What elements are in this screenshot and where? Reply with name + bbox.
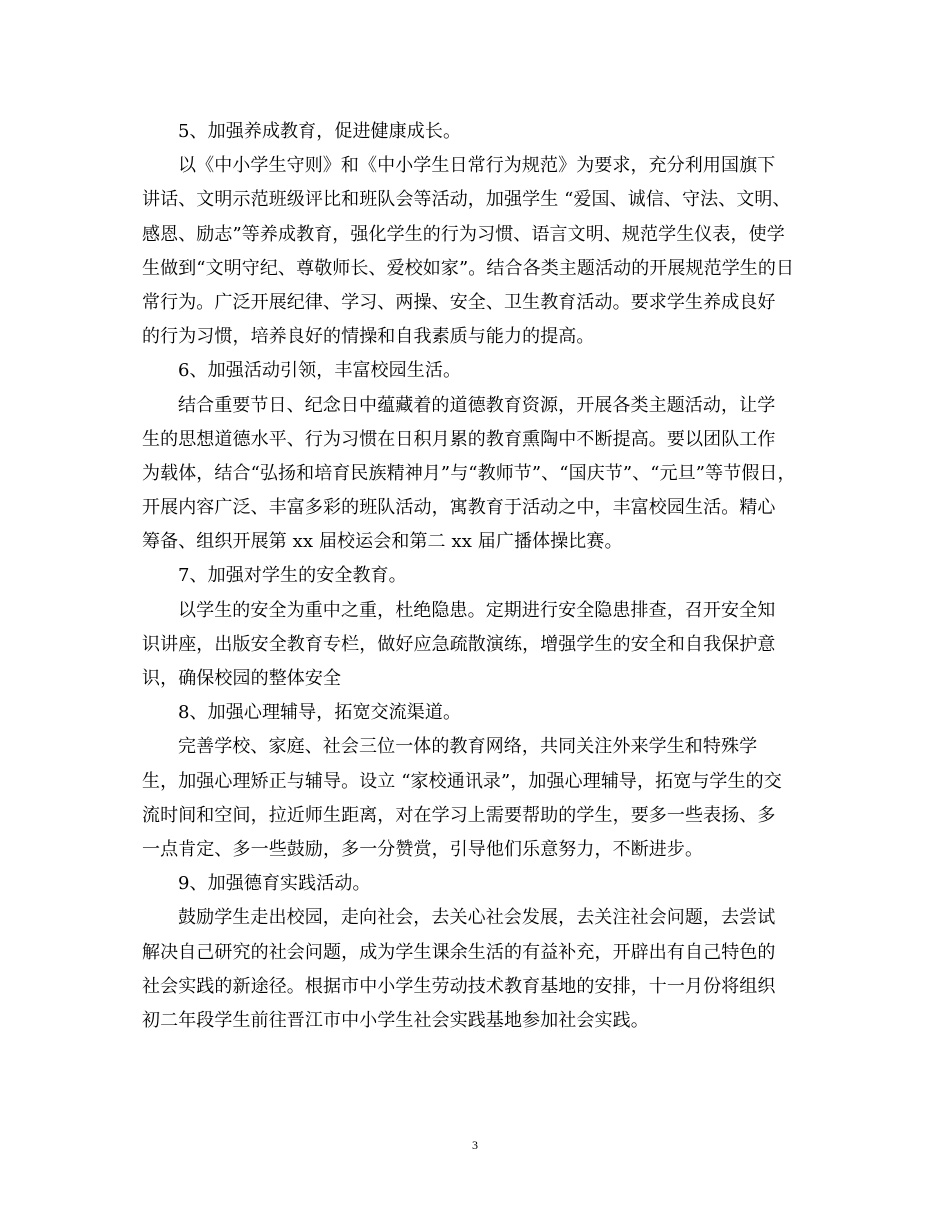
paragraph-line: 完善学校、家庭、社会三位一体的教育网络，共同关注外来学生和特殊学 xyxy=(178,736,758,758)
paragraph-line: 识，确保校园的整体安全 xyxy=(142,668,342,689)
paragraph-line: 筹备、组织开展第 xx 届校运会和第二 xx 届广播体操比赛。 xyxy=(142,531,623,553)
section-heading-5: 5、加强养成教育，促进健康成长。 xyxy=(178,121,462,142)
paragraph-line: 开展内容广泛、丰富多彩的班队活动，寓教育于活动之中，丰富校园生活。精心 xyxy=(142,497,776,519)
paragraph-line: 为载体，结合“弘扬和培育民族精神月”与“教师节”、“国庆节”、“元旦”等节假日， xyxy=(142,462,796,484)
paragraph-line: 识讲座，出版安全教育专栏，做好应急疏散演练，增强学生的安全和自我保护意 xyxy=(142,633,776,655)
paragraph-line: 结合重要节日、纪念日中蕴藏着的道德教育资源，开展各类主题活动，让学 xyxy=(178,394,776,416)
section-heading-6: 6、加强活动引领，丰富校园生活。 xyxy=(178,360,462,382)
paragraph-line: 解决自己研究的社会问题，成为学生课余生活的有益补充，开辟出有自己特色的 xyxy=(142,941,776,963)
page-number: 3 xyxy=(472,1138,478,1152)
paragraph-line: 的行为习惯，培养良好的情操和自我素质与能力的提高。 xyxy=(142,326,595,348)
section-heading-8: 8、加强心理辅导，拓宽交流渠道。 xyxy=(178,702,462,724)
paragraph-line: 鼓励学生走出校园，走向社会，去关心社会发展，去关注社会问题，去尝试 xyxy=(178,907,776,929)
section-heading-9: 9、加强德育实践活动。 xyxy=(178,873,371,895)
paragraph-line: 生，加强心理矫正与辅导。设立 “家校通讯录”，加强心理辅导，拓宽与学生的交 xyxy=(142,770,782,792)
paragraph-line: 感恩、励志”等养成教育，强化学生的行为习惯、语言文明、规范学生仪表，使学 xyxy=(142,223,785,245)
paragraph-line: 流时间和空间，拉近师生距离，对在学习上需要帮助的学生，要多一些表扬、多 xyxy=(142,804,776,826)
paragraph-line: 以《中小学生守则》和《中小学生日常行为规范》为要求，充分利用国旗下 xyxy=(178,155,776,177)
paragraph-line: 生做到“文明守纪、尊敬师长、爱校如家”。结合各类主题活动的开展规范学生的日 xyxy=(142,257,795,279)
paragraph-line: 社会实践的新途径。根据市中小学生劳动技术教育基地的安排，十一月份将组织 xyxy=(142,975,776,997)
document-body xyxy=(142,115,810,1038)
paragraph-line: 常行为。广泛开展纪律、学习、两操、安全、卫生教育活动。要求学生养成良好 xyxy=(142,291,776,313)
paragraph-line: 初二年段学生前往晋江市中小学生社会实践基地参加社会实践。 xyxy=(142,1009,649,1031)
paragraph-line: 讲话、文明示范班级评比和班队会等活动，加强学生 “爱国、诚信、守法、文明、 xyxy=(142,189,791,211)
paragraph-line: 一点肯定、多一些鼓励，多一分赞赏，引导他们乐意努力，不断进步。 xyxy=(142,838,704,860)
paragraph-line: 生的思想道德水平、行为习惯在日积月累的教育熏陶中不断提高。要以团队工作 xyxy=(142,428,776,450)
paragraph-line: 以学生的安全为重中之重，杜绝隐患。定期进行安全隐患排查，召开安全知 xyxy=(178,599,776,621)
section-heading-7: 7、加强对学生的安全教育。 xyxy=(178,565,407,587)
